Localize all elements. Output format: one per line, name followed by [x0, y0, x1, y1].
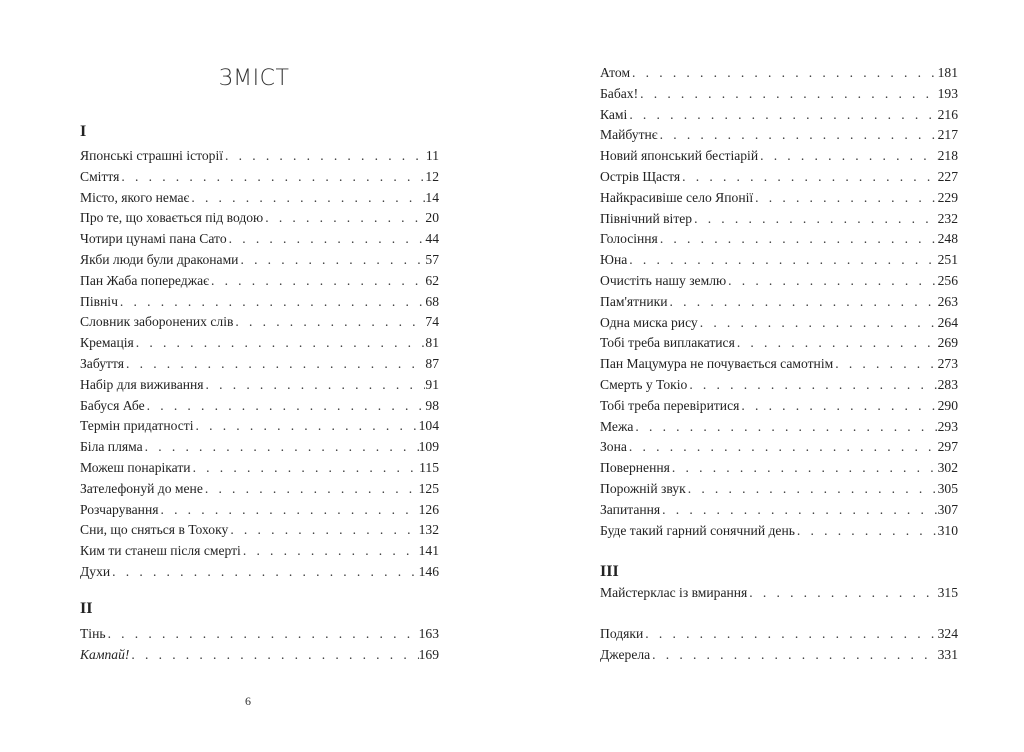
dot-leader: [795, 521, 938, 542]
dot-leader: [145, 396, 426, 417]
toc-entry[interactable]: [80, 458, 439, 479]
entry-page: 115: [419, 459, 439, 475]
dot-leader: [134, 333, 426, 354]
toc-entry[interactable]: [80, 541, 439, 562]
entry-title: Кампай!: [80, 646, 130, 662]
entry-title: Зона: [600, 439, 627, 455]
entry-title: Якби люди були драконами: [80, 251, 239, 267]
toc-list-section-3: [600, 583, 958, 604]
entry-title: Про те, що ховається під водою: [80, 210, 264, 226]
entry-page: 81: [425, 335, 439, 351]
dot-leader: [203, 479, 419, 500]
dot-leader: [698, 313, 938, 334]
toc-entry[interactable]: [600, 500, 958, 521]
entry-title: Північ: [80, 293, 118, 309]
entry-title: Місто, якого немає: [80, 189, 190, 205]
dot-leader: [658, 229, 938, 250]
toc-entry[interactable]: [600, 583, 958, 604]
entry-title: Тобі треба виплакатися: [600, 335, 735, 351]
toc-entry[interactable]: [600, 229, 958, 250]
entry-page: 256: [937, 272, 958, 288]
section-heading-3: III: [600, 563, 619, 580]
entry-page: 305: [937, 480, 958, 496]
entry-page: 91: [425, 376, 439, 392]
entry-title: Майбутнє: [600, 127, 658, 143]
dot-leader: [753, 188, 937, 209]
toc-entry[interactable]: [80, 500, 439, 521]
entry-page: 269: [937, 335, 958, 351]
entry-title: Подяки: [600, 626, 644, 641]
dot-leader: [833, 354, 937, 375]
entry-page: 74: [425, 314, 439, 330]
toc-entry[interactable]: [80, 562, 439, 583]
entry-title: Набір для виживання: [80, 376, 204, 392]
toc-entry[interactable]: [80, 396, 439, 417]
dot-leader: [627, 437, 938, 458]
entry-page: 302: [937, 460, 958, 476]
entry-title: Тобі треба перевіритися: [600, 397, 740, 413]
entry-page: 132: [418, 522, 439, 538]
entry-page: 248: [937, 231, 958, 247]
entry-page: 307: [937, 501, 958, 517]
entry-page: 264: [937, 314, 958, 330]
toc-list-section-2-continued: [600, 63, 958, 541]
dot-leader: [680, 167, 937, 188]
dot-leader: [233, 312, 425, 333]
entry-title: Забуття: [80, 355, 124, 371]
dot-leader: [633, 417, 937, 438]
entry-page: 44: [425, 231, 439, 247]
entry-title: Тінь: [80, 626, 106, 641]
toc-entry[interactable]: [80, 146, 439, 167]
toc-list-section-1: [80, 146, 439, 583]
dot-leader: [118, 292, 426, 313]
toc-title: ЗМІСТ: [218, 66, 290, 91]
entry-page: 324: [937, 626, 958, 641]
entry-title: Словник заборонених слів: [80, 314, 234, 330]
entry-page: 62: [425, 272, 439, 288]
entry-page: 57: [425, 251, 439, 267]
dot-leader: [143, 437, 419, 458]
entry-page: 98: [425, 397, 439, 413]
entry-page: 227: [937, 168, 958, 184]
dot-leader: [228, 520, 418, 541]
entry-title: Майстерклас із вмирання: [600, 585, 748, 600]
dot-leader: [129, 645, 418, 666]
toc-entry[interactable]: [80, 437, 439, 458]
toc-entry[interactable]: [80, 333, 439, 354]
toc-entry[interactable]: [600, 375, 958, 396]
entry-title: Юна: [600, 252, 628, 268]
toc-entry[interactable]: [600, 250, 958, 271]
entry-page: 193: [937, 85, 958, 101]
entry-page: 216: [937, 106, 958, 122]
entry-page: 310: [937, 522, 958, 538]
toc-entry[interactable]: [600, 417, 958, 438]
entry-page: 293: [937, 418, 958, 434]
dot-leader: [660, 500, 937, 521]
entry-page: 315: [937, 585, 958, 600]
entry-title: Острів Щастя: [600, 168, 681, 184]
entry-title: Межа: [600, 418, 634, 434]
dot-leader: [223, 146, 426, 167]
dot-leader: [692, 209, 938, 230]
toc-entry[interactable]: [600, 188, 958, 209]
entry-title: Камі: [600, 106, 628, 122]
entry-page: 290: [937, 397, 958, 413]
entry-page: 146: [418, 563, 439, 579]
dot-leader: [124, 354, 425, 375]
entry-title: Очистіть нашу землю: [600, 272, 727, 288]
entry-title: Кремація: [80, 335, 134, 351]
dot-leader: [110, 562, 418, 583]
entry-title: Атом: [600, 65, 631, 80]
dot-leader: [668, 292, 938, 313]
entry-page: 283: [937, 376, 958, 392]
dot-leader: [241, 541, 419, 562]
dot-leader: [726, 271, 937, 292]
dot-leader: [658, 125, 938, 146]
dot-leader: [238, 250, 425, 271]
entry-page: 297: [937, 439, 958, 455]
toc-entry[interactable]: [80, 188, 439, 209]
entry-title: Голосіння: [600, 231, 658, 247]
entry-title: Японські страшні історії: [80, 148, 224, 163]
entry-title: Духи: [80, 563, 111, 579]
toc-entry[interactable]: [600, 105, 958, 126]
dot-leader: [204, 375, 426, 396]
entry-title: Бабах!: [600, 85, 639, 101]
page-number: 6: [245, 694, 251, 708]
toc-entry[interactable]: [600, 333, 958, 354]
toc-entry[interactable]: [80, 520, 439, 541]
dot-leader: [194, 416, 419, 437]
toc-entry[interactable]: [80, 271, 439, 292]
entry-page: 14: [425, 189, 439, 205]
toc-entry[interactable]: [600, 63, 958, 84]
toc-entry[interactable]: [600, 209, 958, 230]
toc-entry[interactable]: [80, 354, 439, 375]
toc-entry[interactable]: [600, 125, 958, 146]
entry-page: 20: [425, 210, 439, 226]
dot-leader: [643, 624, 937, 645]
entry-title: Чотири цунамі пана Сато: [80, 231, 227, 247]
entry-title: Смерть у Токіо: [600, 376, 688, 392]
toc-entry[interactable]: [80, 250, 439, 271]
entry-title: Сміття: [80, 168, 120, 184]
entry-page: 126: [418, 501, 439, 517]
entry-page: 251: [937, 252, 958, 268]
dot-leader: [189, 188, 425, 209]
toc-entry[interactable]: [600, 271, 958, 292]
entry-title: Пан Мацумура не почувається самотнім: [600, 356, 834, 372]
entry-title: Запитання: [600, 501, 661, 517]
entry-title: Буде такий гарний сонячний день: [600, 522, 795, 538]
dot-leader: [627, 105, 937, 126]
entry-title: Найкрасивіше село Японії: [600, 189, 754, 205]
entry-title: Бабуся Абе: [80, 397, 145, 413]
toc-entry[interactable]: [600, 479, 958, 500]
entry-page: 104: [418, 418, 439, 434]
toc-entry[interactable]: [600, 521, 958, 542]
entry-title: Одна миска рису: [600, 314, 698, 330]
toc-entry[interactable]: [600, 146, 958, 167]
toc-entry[interactable]: [80, 167, 439, 188]
entry-page: 331: [937, 646, 958, 662]
entry-page: 169: [418, 646, 439, 662]
entry-title: Повернення: [600, 460, 670, 476]
dot-leader: [638, 84, 937, 105]
toc-entry[interactable]: [600, 292, 958, 313]
dot-leader: [191, 458, 420, 479]
entry-title: Розчарування: [80, 501, 159, 517]
entry-page: 273: [937, 356, 958, 372]
toc-entry[interactable]: [600, 354, 958, 375]
section-heading-1: I: [80, 123, 87, 140]
toc-entry[interactable]: [600, 84, 958, 105]
entry-title: Зателефонуй до мене: [80, 480, 203, 496]
toc-entry[interactable]: [600, 167, 958, 188]
entry-title: Термін придатності: [80, 418, 194, 434]
entry-title: Джерела: [600, 646, 651, 662]
dot-leader: [758, 146, 938, 167]
toc-entry[interactable]: [600, 437, 958, 458]
entry-page: 11: [425, 148, 439, 163]
dot-leader: [687, 375, 937, 396]
entry-page: 163: [418, 626, 439, 641]
toc-entry[interactable]: [80, 416, 439, 437]
entry-title: Новий японський бестіарій: [600, 148, 759, 164]
dot-leader: [739, 396, 937, 417]
entry-page: 87: [425, 355, 439, 371]
entry-page: 68: [425, 293, 439, 309]
dot-leader: [747, 583, 937, 604]
dot-leader: [650, 645, 937, 666]
entry-page: 181: [937, 65, 958, 80]
entry-page: 263: [937, 293, 958, 309]
toc-entry[interactable]: [80, 624, 439, 645]
entry-title: Північний вітер: [600, 210, 693, 226]
section-heading-2: II: [80, 600, 93, 617]
entry-page: 217: [937, 127, 958, 143]
entry-page: 125: [418, 480, 439, 496]
entry-page: 12: [425, 168, 439, 184]
right-page: [512, 0, 1024, 752]
entry-title: Можеш понарікати: [80, 459, 191, 475]
entry-page: 218: [937, 148, 958, 164]
entry-title: Ким ти станеш після смерті: [80, 543, 241, 559]
dot-leader: [106, 624, 419, 645]
entry-page: 141: [418, 543, 439, 559]
toc-entry[interactable]: [80, 479, 439, 500]
dot-leader: [670, 458, 938, 479]
toc-list-back-matter: [600, 624, 958, 666]
entry-page: 229: [937, 189, 958, 205]
toc-entry[interactable]: [80, 312, 439, 333]
dot-leader: [686, 479, 938, 500]
dot-leader: [735, 333, 938, 354]
toc-entry[interactable]: [80, 229, 439, 250]
dot-leader: [227, 229, 426, 250]
toc-entry[interactable]: [80, 292, 439, 313]
toc-entry[interactable]: [80, 645, 439, 666]
toc-entry[interactable]: [600, 458, 958, 479]
toc-entry[interactable]: [600, 396, 958, 417]
dot-leader: [209, 271, 425, 292]
dot-leader: [630, 63, 938, 84]
entry-title: Пам'ятники: [600, 293, 668, 309]
toc-entry[interactable]: [600, 313, 958, 334]
entry-title: Пан Жаба попереджає: [80, 272, 209, 288]
toc-list-section-2: [80, 624, 439, 666]
entry-page: 232: [937, 210, 958, 226]
entry-title: Біла пляма: [80, 439, 143, 455]
dot-leader: [158, 500, 418, 521]
toc-entry[interactable]: [600, 624, 958, 645]
dot-leader: [627, 250, 937, 271]
dot-leader: [263, 208, 425, 229]
toc-entry[interactable]: [80, 208, 439, 229]
toc-entry[interactable]: [80, 375, 439, 396]
entry-title: Порожній звук: [600, 480, 686, 496]
toc-entry[interactable]: [600, 645, 958, 666]
entry-page: 109: [418, 439, 439, 455]
dot-leader: [119, 167, 425, 188]
entry-title: Сни, що сняться в Тохоку: [80, 522, 229, 538]
